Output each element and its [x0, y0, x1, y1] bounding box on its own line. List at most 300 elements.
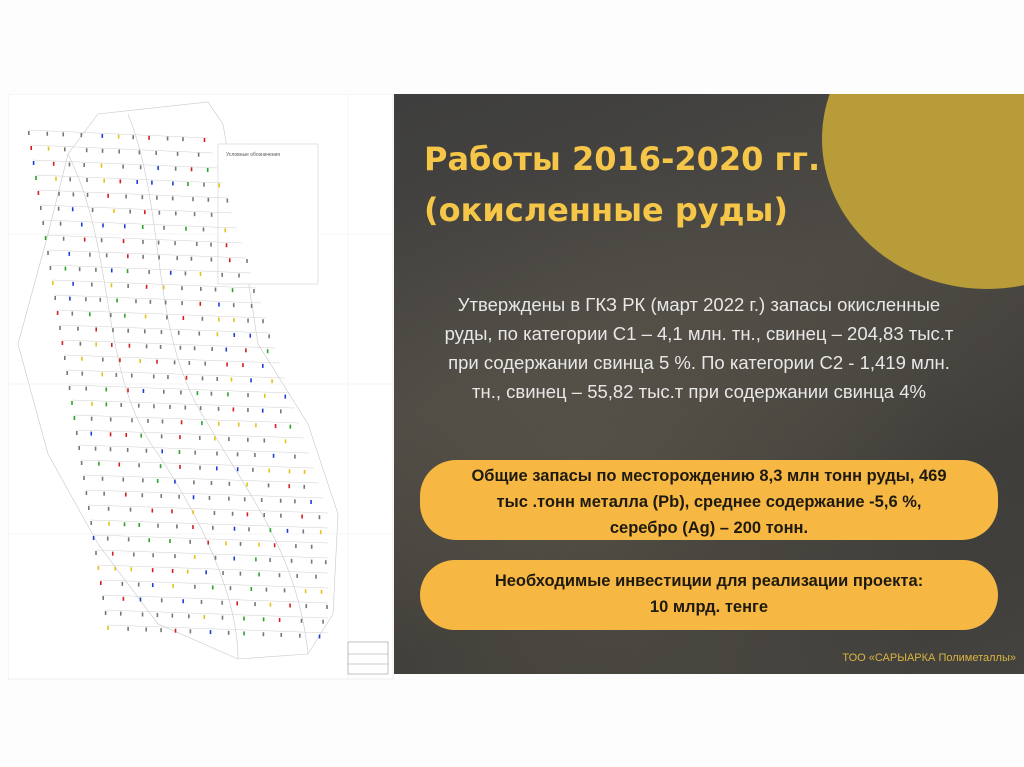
- drill-hole-marker: [211, 213, 213, 217]
- drill-hole-marker: [148, 538, 150, 542]
- drill-hole-marker: [144, 329, 146, 333]
- drill-hole-marker: [131, 418, 133, 422]
- drill-hole-marker: [186, 376, 188, 380]
- profile-line: [59, 325, 270, 333]
- drill-hole-marker: [227, 199, 229, 203]
- drill-hole-marker: [280, 499, 282, 503]
- drill-hole-marker: [187, 570, 189, 574]
- drill-hole-marker: [151, 181, 153, 185]
- investment-line-1: Необходимые инвестиции для реализации проекта:: [494, 572, 924, 590]
- profile-line: [74, 415, 300, 423]
- drill-hole-marker: [159, 211, 161, 215]
- drill-hole-marker: [102, 134, 104, 138]
- drill-hole-marker: [76, 431, 78, 435]
- drill-hole-marker: [175, 167, 177, 171]
- drill-hole-marker: [270, 528, 272, 532]
- drill-hole-marker: [174, 360, 176, 364]
- drill-hole-marker: [230, 586, 232, 590]
- drill-hole-marker: [124, 224, 126, 228]
- drill-hole-marker: [42, 221, 44, 225]
- drill-hole-marker: [268, 483, 270, 487]
- drill-hole-marker: [172, 181, 174, 185]
- drill-hole-marker: [122, 165, 124, 169]
- profile-line: [102, 595, 328, 603]
- drill-hole-marker: [160, 345, 162, 349]
- drill-hole-marker: [204, 615, 206, 619]
- drill-hole-marker: [91, 283, 93, 287]
- drill-hole-marker: [189, 540, 191, 544]
- drill-hole-marker: [127, 329, 129, 333]
- drill-hole-marker: [175, 211, 177, 215]
- drill-hole-marker: [175, 629, 177, 633]
- drill-hole-marker: [311, 560, 313, 564]
- drill-hole-marker: [248, 527, 250, 531]
- drill-hole-marker: [46, 132, 48, 136]
- drill-hole-marker: [208, 198, 210, 202]
- drill-hole-marker: [161, 434, 163, 438]
- drill-hole-marker: [247, 319, 249, 323]
- drill-hole-marker: [153, 374, 155, 378]
- drill-hole-marker: [193, 495, 195, 499]
- drill-hole-marker: [138, 523, 140, 527]
- drill-hole-marker: [142, 240, 144, 244]
- drill-hole-marker: [131, 374, 133, 378]
- drill-hole-marker: [254, 602, 256, 606]
- drill-hole-marker: [87, 193, 89, 197]
- drill-hole-marker: [101, 164, 103, 168]
- drill-hole-marker: [63, 237, 65, 241]
- drill-hole-marker: [240, 572, 242, 576]
- drill-hole-marker: [212, 585, 214, 589]
- drill-hole-marker: [189, 361, 191, 365]
- drill-hole-marker: [140, 597, 142, 601]
- drill-hole-marker: [113, 209, 115, 213]
- drill-hole-marker: [58, 207, 60, 211]
- drill-hole-marker: [299, 634, 301, 638]
- drill-hole-marker: [215, 288, 217, 292]
- drill-hole-marker: [209, 496, 211, 500]
- info-panel: [394, 94, 1024, 674]
- drill-hole-marker: [270, 603, 272, 607]
- drill-hole-marker: [125, 195, 127, 199]
- drill-hole-marker: [146, 344, 148, 348]
- drill-hole-marker: [102, 223, 104, 227]
- drill-hole-marker: [214, 437, 216, 441]
- drill-hole-marker: [72, 282, 74, 286]
- drill-hole-marker: [295, 544, 297, 548]
- drill-hole-marker: [150, 300, 152, 304]
- drill-hole-marker: [284, 395, 286, 399]
- drill-hole-marker: [123, 597, 125, 601]
- drill-hole-marker: [194, 555, 196, 559]
- drill-hole-marker: [118, 135, 120, 139]
- drill-hole-marker: [238, 423, 240, 427]
- drill-hole-marker: [143, 389, 145, 393]
- drill-hole-marker: [127, 269, 129, 273]
- drill-hole-marker: [194, 212, 196, 216]
- drill-hole-marker: [80, 133, 82, 137]
- drill-hole-marker: [229, 258, 231, 262]
- drill-hole-marker: [72, 207, 74, 211]
- drill-hole-marker: [203, 183, 205, 187]
- drill-hole-marker: [148, 270, 150, 274]
- drill-hole-marker: [163, 285, 165, 289]
- drill-hole-marker: [99, 298, 101, 302]
- drill-hole-marker: [180, 390, 182, 394]
- drill-hole-marker: [52, 281, 54, 285]
- drill-hole-marker: [231, 378, 233, 382]
- drill-hole-marker: [78, 446, 80, 450]
- drill-hole-marker: [102, 149, 104, 153]
- drill-hole-marker: [58, 192, 60, 196]
- drill-hole-marker: [85, 387, 87, 391]
- drill-hole-marker: [138, 583, 140, 587]
- drill-hole-marker: [130, 567, 132, 571]
- drill-hole-marker: [294, 455, 296, 459]
- drill-hole-marker: [315, 575, 317, 579]
- drill-hole-marker: [110, 432, 112, 436]
- drill-hole-marker: [119, 358, 121, 362]
- drill-hole-marker: [110, 417, 112, 421]
- drill-hole-marker: [183, 316, 185, 320]
- drill-hole-marker: [212, 526, 214, 530]
- drill-hole-marker: [142, 195, 144, 199]
- profile-line: [35, 175, 222, 183]
- drill-hole-marker: [72, 312, 74, 316]
- drill-hole-marker: [216, 452, 218, 456]
- drill-hole-marker: [85, 297, 87, 301]
- drill-hole-marker: [247, 438, 249, 442]
- legend-title: Условные обозначения: [226, 152, 281, 158]
- drill-hole-marker: [127, 448, 129, 452]
- drill-hole-marker: [226, 243, 228, 247]
- drill-hole-marker: [152, 509, 154, 513]
- drill-hole-marker: [162, 420, 164, 424]
- drill-hole-marker: [211, 481, 213, 485]
- drill-hole-marker: [73, 192, 75, 196]
- drill-hole-marker: [127, 388, 129, 392]
- drill-hole-marker: [214, 511, 216, 515]
- drill-hole-marker: [321, 590, 323, 594]
- drill-hole-marker: [218, 183, 220, 187]
- drill-hole-marker: [132, 135, 134, 139]
- drill-hole-marker: [221, 273, 223, 277]
- profile-line: [33, 160, 218, 168]
- drill-hole-marker: [205, 570, 207, 574]
- profile-line: [86, 490, 324, 498]
- drill-hole-marker: [50, 266, 52, 270]
- drill-hole-marker: [62, 341, 64, 345]
- investment-line-2: 10 млрд. тенге: [649, 598, 769, 616]
- drill-hole-marker: [262, 364, 264, 368]
- drill-hole-marker: [142, 225, 144, 229]
- drill-hole-marker: [182, 137, 184, 141]
- reserves-line-3: серебро (Ag) – 200 тонн.: [609, 519, 809, 537]
- drill-hole-marker: [120, 612, 122, 616]
- drill-hole-marker: [107, 194, 109, 198]
- drill-hole-marker: [211, 258, 213, 262]
- drill-hole-marker: [107, 626, 109, 630]
- drill-hole-marker: [90, 432, 92, 436]
- drill-hole-marker: [158, 255, 160, 259]
- profile-line: [78, 445, 308, 453]
- drill-hole-marker: [198, 153, 200, 157]
- drill-hole-marker: [112, 328, 114, 332]
- drill-hole-marker: [48, 147, 50, 151]
- drill-hole-marker: [247, 512, 249, 516]
- drill-hole-marker: [236, 601, 238, 605]
- drill-hole-marker: [60, 222, 62, 226]
- drill-hole-marker: [232, 512, 234, 516]
- drill-hole-marker: [178, 495, 180, 499]
- drill-hole-marker: [118, 463, 120, 467]
- drill-hole-marker: [268, 469, 270, 473]
- drill-hole-marker: [184, 406, 186, 410]
- reserves-line-2: тыс .тонн металла (Pb), среднее содержание -5,6 %,: [496, 493, 922, 511]
- drill-hole-marker: [68, 252, 70, 256]
- drill-hole-marker: [284, 588, 286, 592]
- drill-hole-marker: [157, 479, 159, 483]
- drill-hole-marker: [167, 375, 169, 379]
- map-legend: [218, 144, 318, 284]
- drill-hole-marker: [250, 378, 252, 382]
- drill-hole-marker: [125, 493, 127, 497]
- drill-hole-marker: [88, 506, 90, 510]
- drill-hole-marker: [91, 417, 93, 421]
- profile-line: [38, 190, 228, 198]
- drill-hole-marker: [53, 162, 55, 166]
- profile-line: [40, 205, 232, 213]
- drill-hole-marker: [172, 614, 174, 618]
- drill-hole-marker: [238, 274, 240, 278]
- profile-line: [69, 385, 290, 393]
- drill-hole-marker: [228, 497, 230, 501]
- drill-hole-marker: [262, 409, 264, 413]
- drill-hole-marker: [237, 452, 239, 456]
- drill-hole-marker: [201, 421, 203, 425]
- drill-hole-marker: [69, 162, 71, 166]
- drill-hole-marker: [263, 632, 265, 636]
- drill-hole-marker: [251, 587, 253, 591]
- drill-hole-marker: [106, 253, 108, 257]
- drill-hole-marker: [122, 478, 124, 482]
- drill-hole-marker: [120, 179, 122, 183]
- drill-hole-marker: [200, 287, 202, 291]
- reserves-description: Утверждены в ГКЗ РК (март 2022 г.) запасы окисленные руды, по категории С1 – 4,1 млн. тн., свинец – 204,83 тыс.т при содержании свинца 5 %. По категории С2 - 1,419 млн. тн., свинец – 55,82 тыс.т при содержании свинца 4%: [444, 294, 954, 402]
- profile-line: [105, 610, 328, 618]
- drill-hole-marker: [287, 529, 289, 533]
- drill-hole-marker: [258, 543, 260, 547]
- drill-hole-marker: [289, 603, 291, 607]
- drill-hole-marker: [66, 371, 68, 375]
- total-reserves-box: [420, 460, 998, 540]
- drill-hole-marker: [192, 510, 194, 514]
- drill-hole-marker: [110, 447, 112, 451]
- drill-hole-marker: [258, 572, 260, 576]
- drill-hole-marker: [127, 284, 129, 288]
- drill-hole-marker: [218, 317, 220, 321]
- drill-hole-marker: [106, 402, 108, 406]
- drill-hole-marker: [305, 589, 307, 593]
- drill-hole-marker: [95, 447, 97, 451]
- drill-hole-marker: [40, 206, 42, 210]
- drill-hole-marker: [161, 449, 163, 453]
- drill-hole-marker: [217, 332, 219, 336]
- title-line-2: (окисленные руды): [424, 191, 789, 229]
- drill-hole-marker: [233, 407, 235, 411]
- drill-hole-marker: [225, 541, 227, 545]
- drill-hole-marker: [172, 196, 174, 200]
- drill-hole-marker: [187, 182, 189, 186]
- drill-hole-marker: [249, 334, 251, 338]
- drill-hole-marker: [153, 404, 155, 408]
- drill-hole-marker: [255, 423, 257, 427]
- drill-hole-marker: [243, 631, 245, 635]
- drill-hole-marker: [228, 437, 230, 441]
- drill-hole-marker: [167, 137, 169, 141]
- drill-hole-marker: [222, 571, 224, 575]
- drill-hole-marker: [290, 425, 292, 429]
- drill-hole-marker: [246, 259, 248, 263]
- profile-line: [57, 310, 266, 318]
- profile-line: [66, 370, 284, 378]
- drill-hole-marker: [245, 348, 247, 352]
- drill-hole-marker: [192, 525, 194, 529]
- drill-hole-marker: [138, 404, 140, 408]
- drill-hole-marker: [98, 462, 100, 466]
- drill-hole-marker: [172, 584, 174, 588]
- drill-hole-marker: [92, 208, 94, 212]
- drill-hole-marker: [54, 296, 56, 300]
- drill-hole-marker: [181, 286, 183, 290]
- drill-hole-marker: [216, 466, 218, 470]
- drill-hole-marker: [285, 439, 287, 443]
- drill-hole-marker: [244, 497, 246, 501]
- drill-hole-marker: [135, 299, 137, 303]
- drill-hole-marker: [210, 630, 212, 634]
- drill-hole-marker: [280, 409, 282, 413]
- drill-hole-marker: [128, 537, 130, 541]
- profile-line: [64, 355, 280, 363]
- drill-hole-marker: [81, 372, 83, 376]
- drill-hole-marker: [201, 600, 203, 604]
- investment-box: [420, 560, 998, 630]
- drill-hole-marker: [211, 392, 213, 396]
- drill-hole-marker: [179, 465, 181, 469]
- drill-hole-marker: [191, 257, 193, 261]
- drill-hole-marker: [130, 508, 132, 512]
- drill-hole-marker: [69, 297, 71, 301]
- drill-hole-marker: [196, 242, 198, 246]
- drill-hole-marker: [64, 147, 66, 151]
- drill-hole-marker: [160, 464, 162, 468]
- drill-hole-marker: [129, 344, 131, 348]
- drill-hole-marker: [243, 617, 245, 621]
- drill-hole-marker: [146, 449, 148, 453]
- drill-hole-marker: [95, 551, 97, 555]
- drill-hole-marker: [95, 342, 97, 346]
- drill-hole-marker: [207, 541, 209, 545]
- drill-hole-marker: [305, 604, 307, 608]
- drill-hole-marker: [304, 470, 306, 474]
- drill-hole-marker: [221, 601, 223, 605]
- drill-hole-marker: [289, 469, 291, 473]
- drill-hole-marker: [100, 581, 102, 585]
- drill-hole-marker: [101, 238, 103, 242]
- drill-hole-marker: [160, 628, 162, 632]
- drill-hole-marker: [93, 536, 95, 540]
- drill-hole-marker: [188, 614, 190, 618]
- reserves-line-1: Общие запасы по месторождению 8,3 млн тонн руды, 469: [471, 467, 947, 485]
- drill-hole-marker: [204, 362, 206, 366]
- drill-hole-marker: [319, 515, 321, 519]
- drill-hole-marker: [152, 553, 154, 557]
- drill-hole-marker: [246, 483, 248, 487]
- profile-line: [98, 565, 328, 573]
- drill-hole-marker: [59, 326, 61, 330]
- drill-hole-marker: [102, 477, 104, 481]
- drill-hole-marker: [254, 453, 256, 457]
- profile-line: [42, 220, 236, 228]
- drill-hole-marker: [211, 347, 213, 351]
- drill-hole-marker: [310, 500, 312, 504]
- drill-hole-marker: [91, 402, 93, 406]
- drill-hole-marker: [204, 138, 206, 142]
- drill-hole-marker: [116, 373, 118, 377]
- drill-hole-marker: [33, 161, 35, 165]
- drill-hole-marker: [152, 583, 154, 587]
- drill-hole-marker: [194, 451, 196, 455]
- drill-hole-marker: [89, 253, 91, 257]
- drill-hole-marker: [71, 401, 73, 405]
- drill-hole-marker: [199, 436, 201, 440]
- drill-hole-marker: [190, 629, 192, 633]
- drill-hole-marker: [247, 408, 249, 412]
- drill-hole-marker: [181, 301, 183, 305]
- drill-hole-marker: [161, 330, 163, 334]
- drill-hole-marker: [174, 554, 176, 558]
- drill-hole-marker: [294, 499, 296, 503]
- drill-hole-marker: [55, 177, 57, 181]
- drill-hole-marker: [176, 256, 178, 260]
- drill-hole-marker: [95, 268, 97, 272]
- drill-hole-marker: [108, 522, 110, 526]
- drill-hole-marker: [86, 148, 88, 152]
- drill-hole-marker: [127, 254, 129, 258]
- drill-hole-marker: [146, 285, 148, 289]
- drill-hole-marker: [108, 507, 110, 511]
- drill-hole-marker: [269, 558, 271, 562]
- drill-hole-marker: [264, 439, 266, 443]
- drill-hole-marker: [69, 386, 71, 390]
- drill-hole-marker: [107, 537, 109, 541]
- drill-hole-marker: [174, 480, 176, 484]
- company-footer: ТОО «САРЫАРКА Полиметаллы»: [842, 652, 1016, 664]
- slide-title: [424, 134, 844, 236]
- drill-hole-marker: [210, 243, 212, 247]
- drill-hole-marker: [191, 167, 193, 171]
- drill-hole-marker: [145, 628, 147, 632]
- drill-hole-marker: [81, 357, 83, 361]
- drill-hole-marker: [280, 514, 282, 518]
- drill-hole-marker: [296, 574, 298, 578]
- drill-hole-marker: [229, 482, 231, 486]
- drill-hole-marker: [123, 239, 125, 243]
- drill-hole-marker: [233, 333, 235, 337]
- drill-hole-marker: [95, 327, 97, 331]
- drill-hole-marker: [127, 627, 129, 631]
- drill-hole-marker: [77, 327, 79, 331]
